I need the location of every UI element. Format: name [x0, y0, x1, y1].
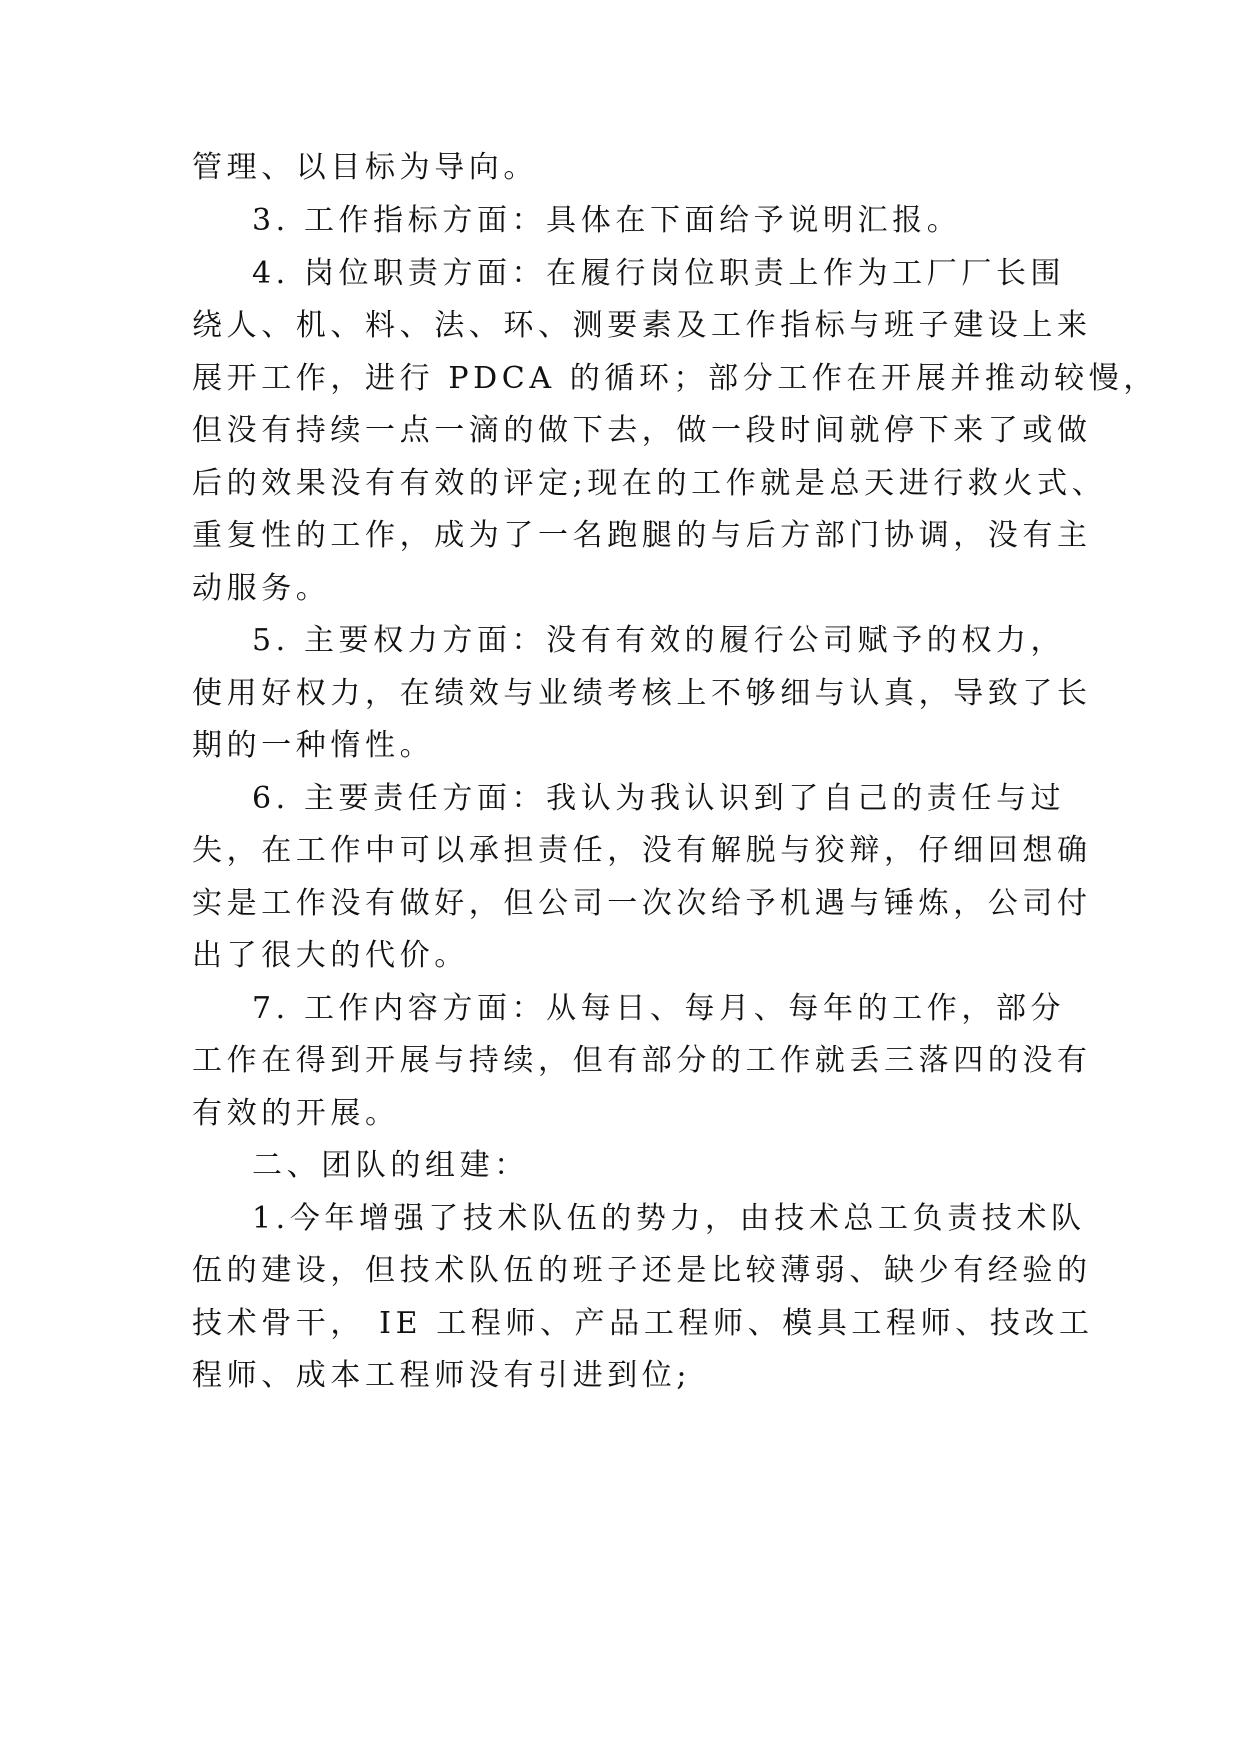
- text-line: 出了很大的代价。: [192, 938, 469, 973]
- text-line: 展开工作，进行 PDCA 的循环；部分工作在开展并推动较慢，: [192, 361, 1158, 396]
- text-line: 伍的建设，但技术队伍的班子还是比较薄弱、缺少有经验的: [192, 1253, 1092, 1288]
- text-line: 管理、以目标为导向。: [192, 150, 538, 185]
- text-line: 期的一种惰性。: [192, 728, 435, 763]
- section-heading: 二、团队的组建：: [252, 1148, 529, 1183]
- text-line: 3. 工作指标方面：具体在下面给予说明汇报。: [252, 203, 962, 238]
- text-line: 1.今年增强了技术队伍的势力，由技术总工负责技术队: [252, 1201, 1086, 1236]
- text-line: 6. 主要责任方面：我认为我认识到了自己的责任与过: [252, 781, 1066, 816]
- text-line: 4. 岗位职责方面：在履行岗位职责上作为工厂厂长围: [252, 256, 1066, 291]
- text-line: 但没有持续一点一滴的做下去，做一段时间就停下来了或做: [192, 413, 1092, 448]
- text-line: 使用好权力，在绩效与业绩考核上不够细与认真，导致了长: [192, 676, 1092, 711]
- text-line: 后的效果没有有效的评定;现在的工作就是总天进行救火式、: [192, 466, 1107, 501]
- text-line: 技术骨干， IE 工程师、产品工程师、模具工程师、技改工: [192, 1306, 1094, 1341]
- text-line: 实是工作没有做好，但公司一次次给予机遇与锤炼，公司付: [192, 886, 1092, 921]
- text-line: 绕人、机、料、法、环、测要素及工作指标与班子建设上来: [192, 308, 1092, 343]
- text-line: 5. 主要权力方面：没有有效的履行公司赋予的权力，: [252, 623, 1066, 658]
- text-line: 重复性的工作，成为了一名跑腿的与后方部门协调，没有主: [192, 518, 1092, 553]
- text-line: 有效的开展。: [192, 1096, 400, 1131]
- text-line: 7. 工作内容方面：从每日、每月、每年的工作，部分: [252, 991, 1066, 1026]
- text-line: 动服务。: [192, 571, 331, 606]
- text-line: 工作在得到开展与持续，但有部分的工作就丢三落四的没有: [192, 1043, 1092, 1078]
- text-line: 失，在工作中可以承担责任，没有解脱与狡辩，仔细回想确: [192, 833, 1092, 868]
- text-line: 程师、成本工程师没有引进到位;: [192, 1358, 692, 1393]
